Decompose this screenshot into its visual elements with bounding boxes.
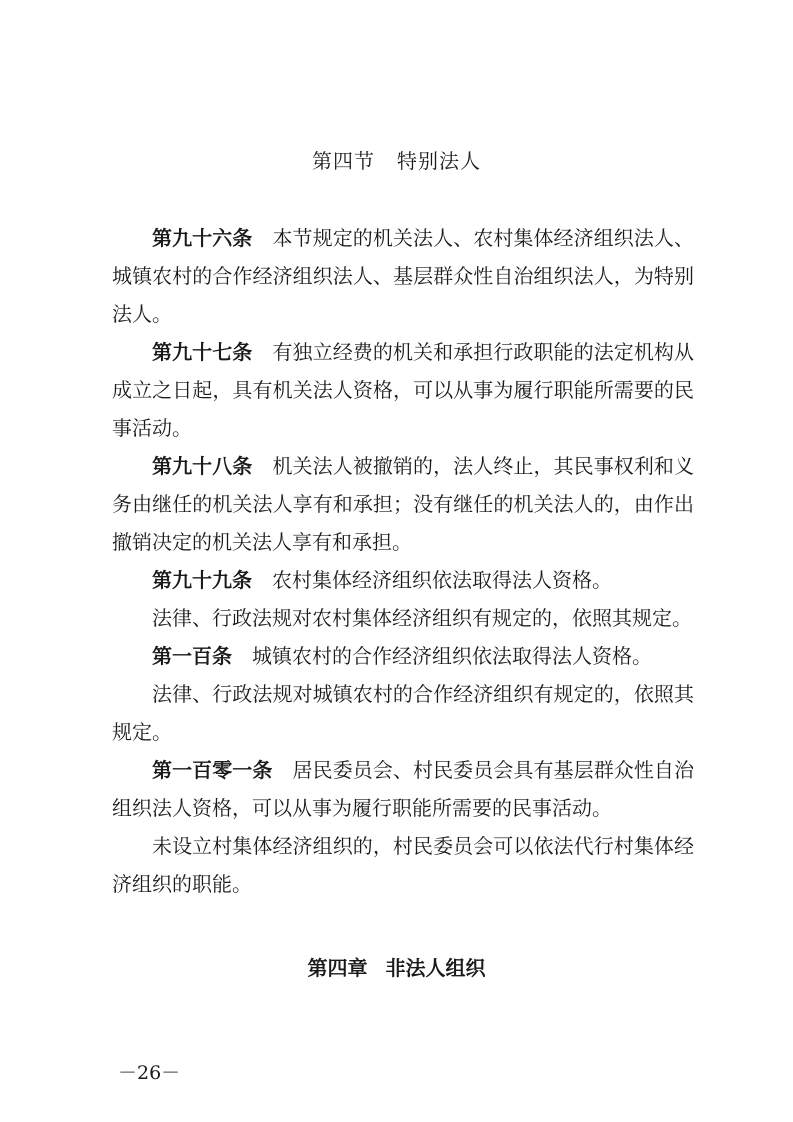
article-number: 第九十八条 (152, 454, 253, 478)
section-number: 第四节 (312, 149, 375, 173)
article-98 (112, 447, 694, 561)
article-number: 第一百条 (152, 644, 232, 668)
article-number: 第九十六条 (152, 226, 253, 250)
section-title-text: 特别法人 (397, 149, 481, 173)
chapter-title-text: 非法人组织 (385, 956, 486, 980)
article-99-paragraph-2: 法律、行政法规对农村集体经济组织有规定的，依照其规定。 (152, 606, 692, 630)
chapter-number: 第四章 (307, 956, 368, 980)
article-101 (112, 751, 694, 827)
article-text: 农村集体经济组织依法取得法人资格。 (272, 568, 612, 592)
article-text: 机关法人被撤销的，法人终止，其民事权利和义务由继任的机关法人享有和承担；没有继任的机关法人的，由作出撤销决定的机关法人享有和承担。 (112, 454, 695, 554)
article-number: 第九十九条 (152, 568, 252, 592)
article-text: 城镇农村的合作经济组织依法取得法人资格。 (252, 644, 652, 668)
page-number: －26－ (118, 1062, 181, 1084)
articles-body (112, 219, 694, 903)
article-96 (112, 219, 694, 333)
article-97 (112, 333, 694, 447)
article-100 (112, 637, 694, 675)
article-text: 本节规定的机关法人、农村集体经济组织法人、城镇农村的合作经济组织法人、基层群众性自治组织法人，为特别法人。 (112, 226, 695, 326)
article-number: 第九十七条 (152, 340, 253, 364)
article-number: 第一百零一条 (152, 758, 273, 782)
article-101-paragraph-2: 未设立村集体经济组织的，村民委员会可以依法代行村集体经济组织的职能。 (112, 834, 694, 896)
article-text: 有独立经费的机关和承担行政职能的法定机构从成立之日起，具有机关法人资格，可以从事为履行职能所需要的民事活动。 (112, 340, 695, 440)
article-99 (112, 561, 694, 599)
section-heading (0, 146, 793, 176)
article-text: 居民委员会、村民委员会具有基层群众性自治组织法人资格，可以从事为履行职能所需要的民事活动。 (112, 758, 695, 820)
article-100-paragraph-2: 法律、行政法规对城镇农村的合作经济组织有规定的，依照其规定。 (112, 682, 694, 744)
chapter-heading (0, 953, 793, 983)
